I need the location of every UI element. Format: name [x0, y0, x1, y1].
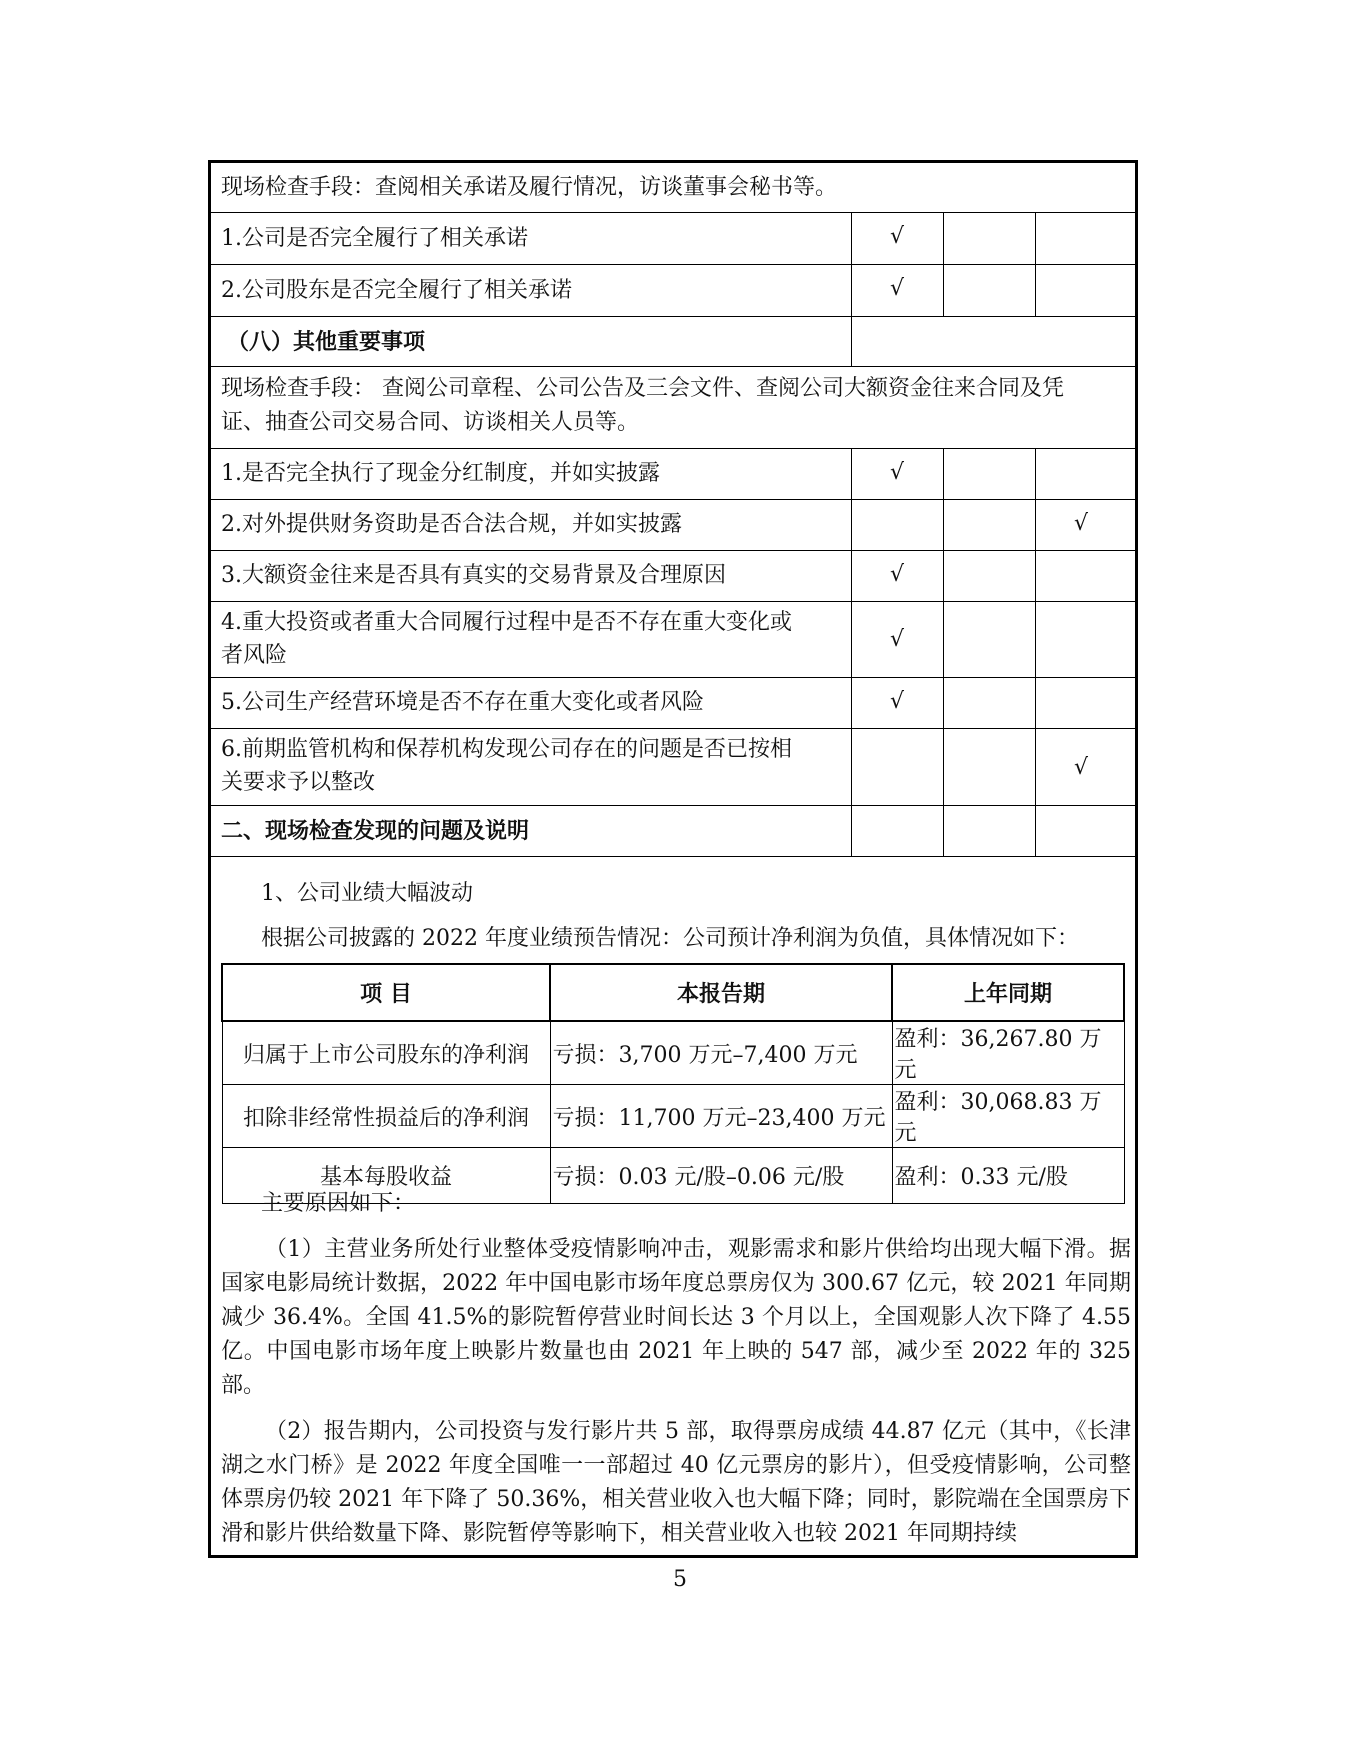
row-inspection-method-2: [211, 367, 1135, 449]
performance-table: [221, 963, 1125, 1204]
row-commitment-company: [211, 213, 1135, 265]
row-label: 现场检查手段：查阅相关承诺及履行情况，访谈董事会秘书等。: [221, 175, 838, 200]
check-mark: √: [889, 460, 905, 485]
row-major-investment: [211, 602, 1135, 678]
table-cell: 亏损：0.03 元/股–0.06 元/股: [550, 1148, 892, 1204]
row-label: 2.公司股东是否完全履行了相关承诺: [221, 278, 572, 303]
row-label: 6.前期监管机构和保荐机构发现公司存在的问题是否已按相: [221, 737, 792, 762]
reasons-title: 主要原因如下：: [261, 1191, 416, 1216]
row-inspection-method-1: [211, 163, 1135, 213]
row-label: 证、抽查公司交易合同、访谈相关人员等。: [221, 410, 640, 435]
row-label: 关要求予以整改: [221, 770, 376, 795]
section-heading: 二、现场检查发现的问题及说明: [221, 818, 530, 844]
row-section-findings: [211, 806, 1135, 857]
row-label: 4.重大投资或者重大合同履行过程中是否不存在重大变化或: [221, 610, 792, 635]
table-cell: 归属于上市公司股东的净利润: [222, 1021, 550, 1085]
table-row: [222, 1021, 1124, 1085]
table-cell: 亏损：3,700 万元–7,400 万元: [550, 1021, 892, 1085]
row-label: 5.公司生产经营环境是否不存在重大变化或者风险: [221, 690, 704, 715]
reason-paragraph-2: （2）报告期内，公司投资与发行影片共 5 部，取得票房成绩 44.87 亿元（其中，《长津湖之水门桥》是 2022 年度全国唯一一部超过 40 亿元票房的影片），但受疫情影响，公司整体票房仍较 2021 年下降了 50.36%，相关营业收入也大幅下降；同时，影院端在全国票房下滑和影片供给数量下降、影院暂停等影响下，相关营业收入也较 2021 年同期持续: [221, 1419, 1131, 1546]
table-header: 本报告期: [550, 964, 892, 1021]
row-label: 现场检查手段： 查阅公司章程、公司公告及三会文件、查阅公司大额资金往来合同及凭: [221, 376, 1064, 401]
check-mark: √: [1073, 511, 1089, 536]
row-commitment-shareholder: [211, 265, 1135, 317]
row-financial-aid: [211, 500, 1135, 551]
table-cell: 基本每股收益: [222, 1148, 550, 1204]
page-number: 5: [673, 1567, 687, 1592]
row-section-other-matters: [211, 317, 1135, 367]
check-mark: √: [889, 224, 905, 249]
check-mark: √: [889, 627, 905, 652]
finding-intro: 根据公司披露的 2022 年度业绩预告情况：公司预计净利润为负值，具体情况如下：: [261, 926, 1079, 951]
table-cell: 盈利：36,267.80 万元: [892, 1021, 1124, 1085]
table-header: 上年同期: [892, 964, 1124, 1021]
row-label: 2.对外提供财务资助是否合法合规，并如实披露: [221, 512, 682, 537]
row-label: 1.是否完全执行了现金分红制度，并如实披露: [221, 461, 660, 486]
table-header-row: [222, 964, 1124, 1021]
row-large-funds: [211, 551, 1135, 602]
row-label: 1.公司是否完全履行了相关承诺: [221, 226, 528, 251]
reason-paragraph-1: （1）主营业务所处行业整体受疫情影响冲击，观影需求和影片供给均出现大幅下滑。据国家电影局统计数据，2022 年中国电影市场年度总票房仅为 300.67 亿元，较 2021 年同期减少 36.4%。全国 41.5%的影院暂停营业时间长达 3 个月以上，全国观影人次下降了 4.55 亿。中国电影市场年度上映影片数量也由 2021 年上映的 547 部，减少至 2022 年的 325 部。: [221, 1237, 1131, 1398]
row-label: 者风险: [221, 643, 288, 668]
check-mark: √: [1073, 755, 1089, 780]
table-cell: 扣除非经常性损益后的净利润: [222, 1085, 550, 1148]
row-rectification: [211, 729, 1135, 806]
table-cell: 亏损：11,700 万元–23,400 万元: [550, 1085, 892, 1148]
table-row: [222, 1085, 1124, 1148]
page-table: [208, 160, 1138, 1558]
check-mark: √: [889, 689, 905, 714]
check-mark: √: [889, 562, 905, 587]
finding-heading: 1、公司业绩大幅波动: [261, 881, 473, 906]
row-operating-environment: [211, 678, 1135, 729]
table-cell: 盈利：30,068.83 万元: [892, 1085, 1124, 1148]
section-heading: （八）其他重要事项: [227, 329, 426, 355]
check-mark: √: [889, 276, 905, 301]
row-cash-dividend: [211, 449, 1135, 500]
table-cell: 盈利：0.33 元/股: [892, 1148, 1124, 1204]
table-header: 项 目: [222, 964, 550, 1021]
row-label: 3.大额资金往来是否具有真实的交易背景及合理原因: [221, 563, 726, 588]
